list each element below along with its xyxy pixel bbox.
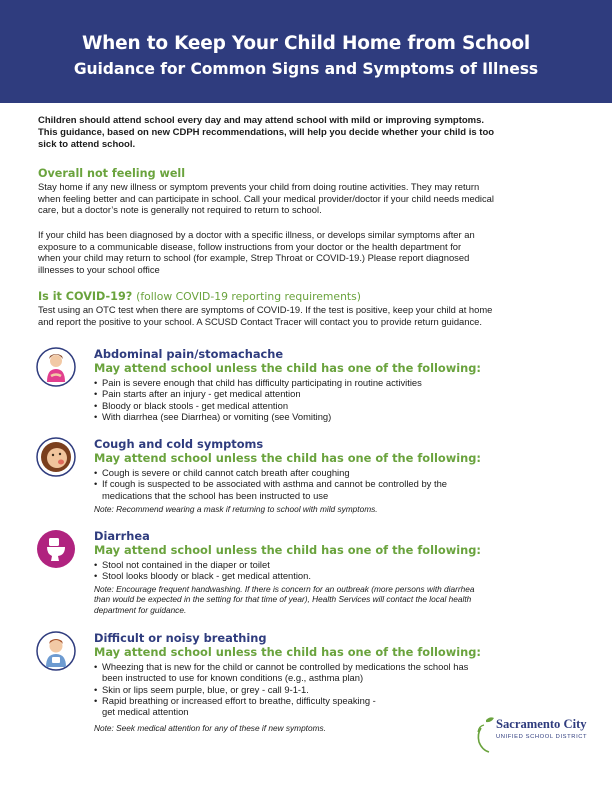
list-item: • Bloody or black stools - get medical attention	[94, 400, 574, 411]
topic-note	[94, 584, 584, 615]
topic-title: Abdominal pain/stomachache	[94, 347, 284, 361]
covid-heading	[38, 290, 361, 303]
topic-note: Note: Recommend wearing a mask if returning to school with mild symptoms.	[94, 504, 378, 514]
list-item: • Stool looks bloody or black - get medical attention.	[94, 570, 574, 581]
list-item-continuation: get medical attention	[102, 706, 189, 718]
topic-note: Note: Seek medical attention for any of these if new symptoms.	[94, 723, 326, 733]
coughing-child-icon	[36, 437, 76, 477]
list-item: • Stool not contained in the diaper or toilet	[94, 559, 574, 570]
list-item: • Cough is severe or child cannot catch breath after coughing	[94, 467, 574, 478]
intro-line: sick to attend school.	[38, 139, 136, 150]
text-line: when your child may return to school (for example, Strep Throat or COVID-19.) Please report diagnosed	[38, 252, 470, 264]
covid-paragraph	[38, 304, 583, 327]
text-line: Stay home if any new illness or symptom prevents your child from doing routine activities. They may return	[38, 181, 480, 192]
text-line: illnesses to your school office	[38, 263, 160, 275]
topic-title: Difficult or noisy breathing	[94, 631, 267, 645]
intro-line: This guidance, based on new CDPH recommendations, will help you decide whether your child is too	[38, 127, 495, 138]
overall-paragraph-2	[38, 229, 583, 275]
topic-subtitle: May attend school unless the child has one of the following:	[94, 451, 481, 465]
note-line: Note: Encourage frequent handwashing. If there is concern for an outbreak (more persons with diarrhea	[94, 584, 475, 594]
intro-paragraph	[38, 115, 578, 151]
page-title: When to Keep Your Child Home from School	[81, 33, 531, 54]
text-line: care, but a doctor’s note is generally not required to return to school.	[38, 204, 322, 216]
list-item	[94, 661, 574, 684]
topic-subtitle: May attend school unless the child has one of the following:	[94, 543, 481, 557]
symptom-list	[94, 467, 574, 501]
topic-title: Cough and cold symptoms	[94, 437, 264, 451]
overall-heading: Overall not feeling well	[38, 167, 186, 180]
logo-subtitle: UNIFIED SCHOOL DISTRICT	[496, 734, 588, 740]
apple-leaf-logo-icon	[476, 714, 496, 754]
covid-heading-note: (follow COVID-19 reporting requirements)	[136, 290, 361, 303]
note-line: department for guidance.	[94, 604, 187, 615]
symptom-list	[94, 661, 574, 717]
topic-title: Diarrhea	[94, 529, 150, 543]
breathing-child-icon	[36, 631, 76, 671]
note-line: than would be expected in the setting for that time of year), Health Services will contact the local health	[94, 594, 472, 605]
logo-name: Sacramento City	[496, 717, 587, 731]
list-item-text: If cough is suspected to be associated with asthma and cannot be controlled by the	[102, 478, 448, 490]
topic-subtitle: May attend school unless the child has one of the following:	[94, 361, 481, 375]
list-item: • With diarrhea (see Diarrhea) or vomiting (see Vomiting)	[94, 411, 574, 422]
topic-subtitle: May attend school unless the child has one of the following:	[94, 645, 481, 659]
symptom-list	[94, 559, 574, 582]
list-item: • Pain starts after an injury - get medical attention	[94, 388, 574, 399]
text-line: If your child has been diagnosed by a doctor with a specific illness, or develops similar symptoms after an	[38, 229, 475, 240]
text-line: and report the positive to your school. A SCUSD Contact Tracer will contact you to provide return guidance.	[38, 315, 482, 327]
symptom-list	[94, 377, 574, 422]
list-item-text: Wheezing that is new for the child or cannot be controlled by medications the school has	[102, 661, 469, 672]
page-subtitle: Guidance for Common Signs and Symptoms of Illness	[73, 60, 539, 78]
covid-heading-text: Is it COVID-19?	[38, 290, 133, 303]
list-item	[94, 478, 574, 501]
toilet-icon	[36, 529, 76, 569]
list-item-continuation: medications that the school has been instructed to use	[102, 489, 329, 501]
text-line: when feeling better and can participate in school. Call your medical provider/doctor if your child needs medical	[38, 192, 494, 204]
list-item: • Pain is severe enough that child has difficulty participating in routine activities	[94, 377, 574, 388]
text-line: exposure to a communicable disease, follow instructions from your doctor or the health department for	[38, 240, 462, 252]
list-item-text: Rapid breathing or increased effort to breathe, difficulty speaking -	[102, 694, 376, 706]
header-banner	[0, 0, 612, 103]
intro-line: Children should attend school every day and may attend school with mild or improving symptoms.	[38, 115, 485, 126]
text-line: Test using an OTC test when there are symptoms of COVID-19. If the test is positive, keep your child at home	[38, 304, 493, 315]
district-logo	[476, 714, 586, 754]
list-item: • Skin or lips seem purple, blue, or grey - call 9-1-1.	[94, 684, 574, 695]
stomachache-child-icon	[36, 347, 76, 387]
list-item-continuation: been instructed to use for known conditions (e.g., asthma plan)	[102, 672, 364, 684]
overall-paragraph-1	[38, 181, 583, 216]
